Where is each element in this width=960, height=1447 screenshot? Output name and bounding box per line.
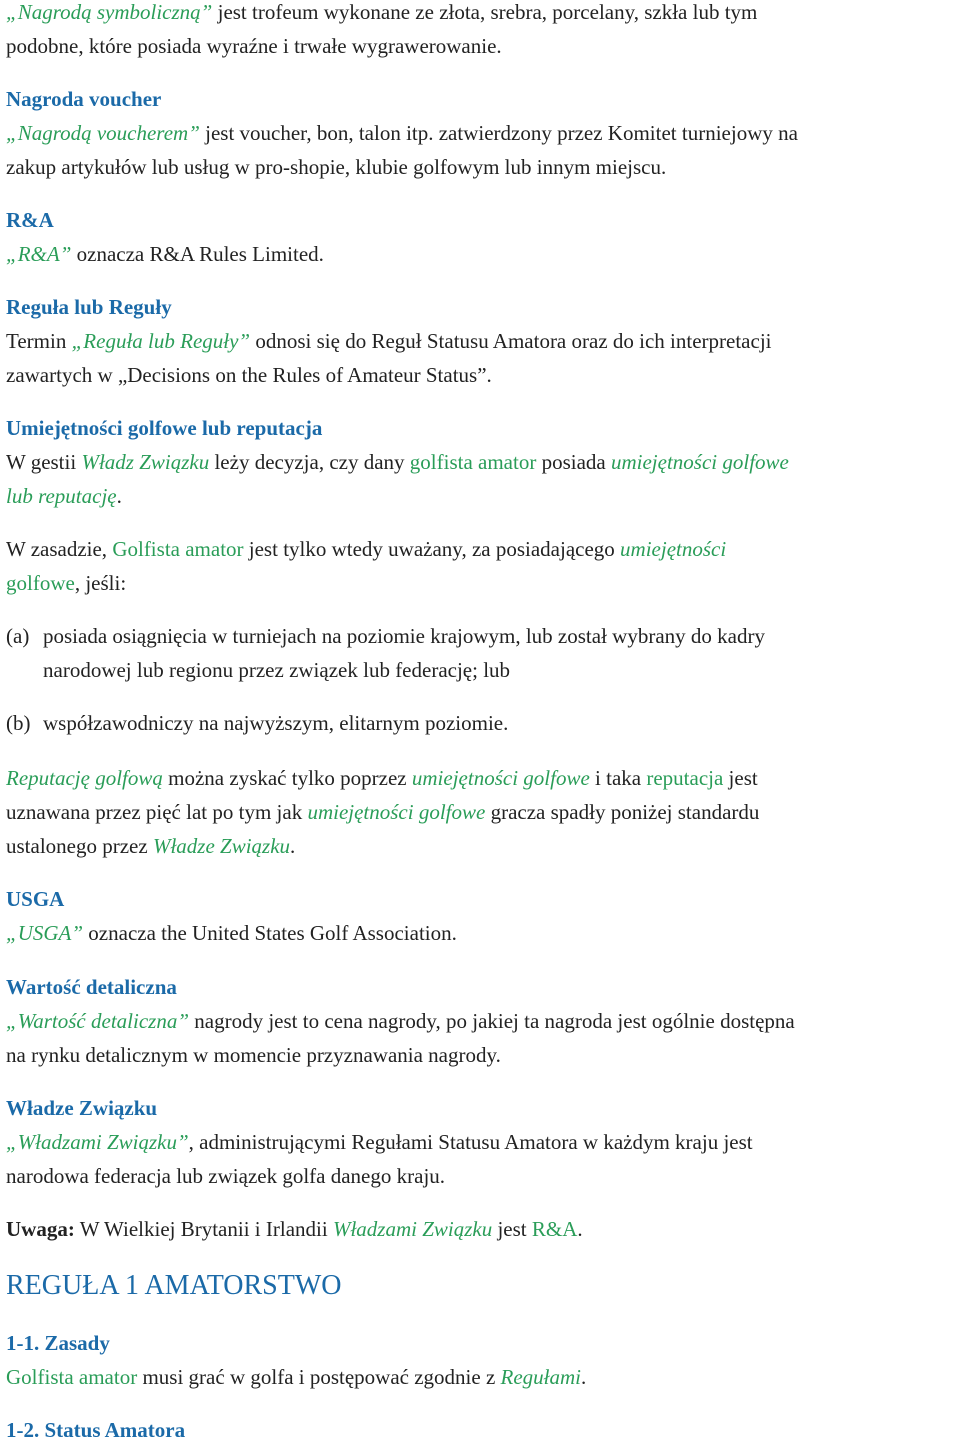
quote-open: „ bbox=[71, 329, 84, 353]
defined-term: Golfista amator bbox=[112, 537, 244, 561]
body-text: jest bbox=[723, 766, 758, 790]
text-line bbox=[6, 445, 954, 479]
quote-close: ” bbox=[176, 1130, 189, 1154]
body-text: oznacza the United States Golf Association. bbox=[83, 921, 457, 945]
body-text: . bbox=[577, 1217, 583, 1241]
section-wladze bbox=[6, 1091, 954, 1193]
body-text: W zasadzie, bbox=[6, 537, 113, 561]
text-line bbox=[6, 0, 954, 29]
body-text: gracza spadły poniżej standardu bbox=[485, 800, 760, 824]
quote-close: ” bbox=[59, 242, 72, 266]
note-paragraph bbox=[6, 1212, 954, 1246]
body-text: posiada osiągnięcia w turniejach na poziomie krajowym, lub został wybrany do kadry bbox=[43, 624, 765, 648]
defined-term: Reguła lub Reguły bbox=[83, 329, 239, 353]
body-text: narodowa federacja lub związek golfa danego kraju. bbox=[6, 1164, 446, 1188]
text-line bbox=[6, 1360, 954, 1394]
text-line bbox=[6, 795, 954, 829]
body-text: Termin bbox=[6, 329, 72, 353]
defined-term: umiejętności golfowe bbox=[610, 450, 789, 474]
section-1-1 bbox=[6, 1326, 954, 1394]
body-text: zawartych w „Decisions on the Rules of Amateur Status”. bbox=[6, 363, 492, 387]
body-text: W gestii bbox=[6, 450, 82, 474]
quote-close: ” bbox=[188, 121, 200, 145]
body-text: współzawodniczy na najwyższym, elitarnym poziomie. bbox=[43, 711, 509, 735]
body-text: można zyskać tylko poprzez bbox=[162, 766, 412, 790]
body-text: leży decyzja, czy dany bbox=[209, 450, 410, 474]
body-text: oznacza R&A Rules Limited. bbox=[71, 242, 324, 266]
paragraph-w-zasadzie bbox=[6, 532, 954, 600]
section-heading: 1-1. Zasady bbox=[6, 1331, 110, 1355]
text-line bbox=[6, 324, 954, 358]
text-line bbox=[6, 532, 954, 566]
body-text: . bbox=[116, 484, 122, 508]
defined-term: Regułami bbox=[500, 1365, 582, 1389]
defined-term: R&A bbox=[17, 242, 60, 266]
defined-term: Wartość detaliczna bbox=[17, 1009, 178, 1033]
section-nagroda-voucher bbox=[6, 82, 954, 184]
defined-term: reputacja bbox=[646, 766, 724, 790]
defined-term: Władz Związku bbox=[81, 450, 210, 474]
section-heading: Nagroda voucher bbox=[6, 87, 162, 111]
quote-open: „ bbox=[6, 0, 18, 24]
defined-term: R&A bbox=[531, 1217, 578, 1241]
body-text: W Wielkiej Brytanii i Irlandii bbox=[74, 1217, 333, 1241]
body-text: odnosi się do Reguł Statusu Amatora oraz do ich interpretacji bbox=[250, 329, 772, 353]
quote-close: ” bbox=[177, 1009, 190, 1033]
defined-term: USGA bbox=[17, 921, 72, 945]
text-line bbox=[6, 1125, 954, 1159]
paragraph-reputacja bbox=[6, 761, 954, 863]
text-line bbox=[6, 1004, 954, 1038]
body-text: uznawana przez pięć lat po tym jak bbox=[6, 800, 308, 824]
list-label: (a) bbox=[6, 624, 30, 648]
body-text: nagrody jest to cena nagrody, po jakiej ta nagroda jest ogólnie dostępna bbox=[189, 1009, 795, 1033]
defined-term: Golfista amator bbox=[6, 1365, 138, 1389]
quote-open: „ bbox=[6, 121, 18, 145]
body-text: musi grać w golfa i postępować zgodnie z bbox=[137, 1365, 501, 1389]
defined-term: golfowe bbox=[6, 571, 75, 595]
body-text: ustalonego przez bbox=[6, 834, 153, 858]
body-text: i taka bbox=[589, 766, 647, 790]
defined-term: umiejętności bbox=[620, 537, 727, 561]
paragraph-nagroda-symboliczna bbox=[6, 0, 954, 63]
section-heading: Umiejętności golfowe lub reputacja bbox=[6, 416, 323, 440]
quote-close: ” bbox=[238, 329, 251, 353]
body-text: . bbox=[290, 834, 296, 858]
defined-term: Nagrodą symboliczną bbox=[17, 0, 201, 24]
body-text: jest tylko wtedy uważany, za posiadającego bbox=[243, 537, 621, 561]
quote-close: ” bbox=[71, 921, 84, 945]
defined-term: Władzami Związku bbox=[332, 1217, 493, 1241]
body-text: zakup artykułów lub usług w pro-shopie, klubie golfowym lub innym miejscu. bbox=[6, 155, 667, 179]
text-line bbox=[6, 237, 954, 271]
section-heading: Władze Związku bbox=[6, 1096, 158, 1120]
text-line bbox=[6, 916, 954, 950]
text-line bbox=[6, 566, 954, 600]
body-text: narodowej lub regionu przez związek lub federację; lub bbox=[43, 658, 511, 682]
defined-term: golfista amator bbox=[409, 450, 537, 474]
section-heading: R&A bbox=[6, 208, 54, 232]
defined-term: umiejętności golfowe bbox=[411, 766, 590, 790]
body-text: na rynku detalicznym w momencie przyznawania nagrody. bbox=[6, 1043, 501, 1067]
defined-term: Nagrodą voucherem bbox=[17, 121, 189, 145]
section-usga bbox=[6, 882, 954, 950]
text-line bbox=[6, 829, 954, 863]
quote-open: „ bbox=[6, 242, 18, 266]
section-wartosc bbox=[6, 970, 954, 1072]
quote-close: ” bbox=[200, 0, 213, 24]
defined-term: umiejętności golfowe bbox=[307, 800, 486, 824]
body-text: jest trofeum wykonane ze złota, srebra, porcelany, szkła lub tym bbox=[212, 0, 758, 24]
text-line bbox=[6, 479, 954, 513]
defined-term: Władzami Związku bbox=[17, 1130, 177, 1154]
rule-1-title-block bbox=[6, 1266, 954, 1306]
section-heading: USGA bbox=[6, 887, 65, 911]
section-regula bbox=[6, 290, 954, 392]
section-heading: Reguła lub Reguły bbox=[6, 295, 172, 319]
body-text: , jeśli: bbox=[74, 571, 127, 595]
quote-open: „ bbox=[6, 1009, 18, 1033]
text-line bbox=[6, 116, 954, 150]
body-text: . bbox=[581, 1365, 587, 1389]
list-item-b bbox=[6, 706, 954, 740]
section-heading: Wartość detaliczna bbox=[6, 975, 177, 999]
text-line bbox=[6, 761, 954, 795]
section-heading: 1-2. Status Amatora bbox=[6, 1418, 186, 1442]
note-label: Uwaga: bbox=[6, 1217, 75, 1241]
body-text: posiada bbox=[536, 450, 611, 474]
defined-term: Reputację golfową bbox=[6, 766, 163, 790]
list-item-a bbox=[6, 619, 954, 687]
rule-title: REGUŁA 1 AMATORSTWO bbox=[6, 1270, 342, 1301]
quote-open: „ bbox=[6, 1130, 18, 1154]
section-ra bbox=[6, 203, 954, 271]
section-umiejetnosci bbox=[6, 411, 954, 513]
quote-open: „ bbox=[6, 921, 18, 945]
body-text: jest bbox=[492, 1217, 532, 1241]
body-text: , administrującymi Regułami Statusu Amatora w każdym kraju jest bbox=[188, 1130, 753, 1154]
defined-term: Władze Związku bbox=[152, 834, 291, 858]
body-text: podobne, które posiada wyraźne i trwałe wygrawerowanie. bbox=[6, 34, 502, 58]
list-label: (b) bbox=[6, 711, 31, 735]
body-text: jest voucher, bon, talon itp. zatwierdzony przez Komitet turniejowy na bbox=[199, 121, 798, 145]
defined-term: lub reputację bbox=[6, 484, 117, 508]
text-line bbox=[6, 1212, 954, 1246]
section-1-2 bbox=[6, 1413, 954, 1447]
